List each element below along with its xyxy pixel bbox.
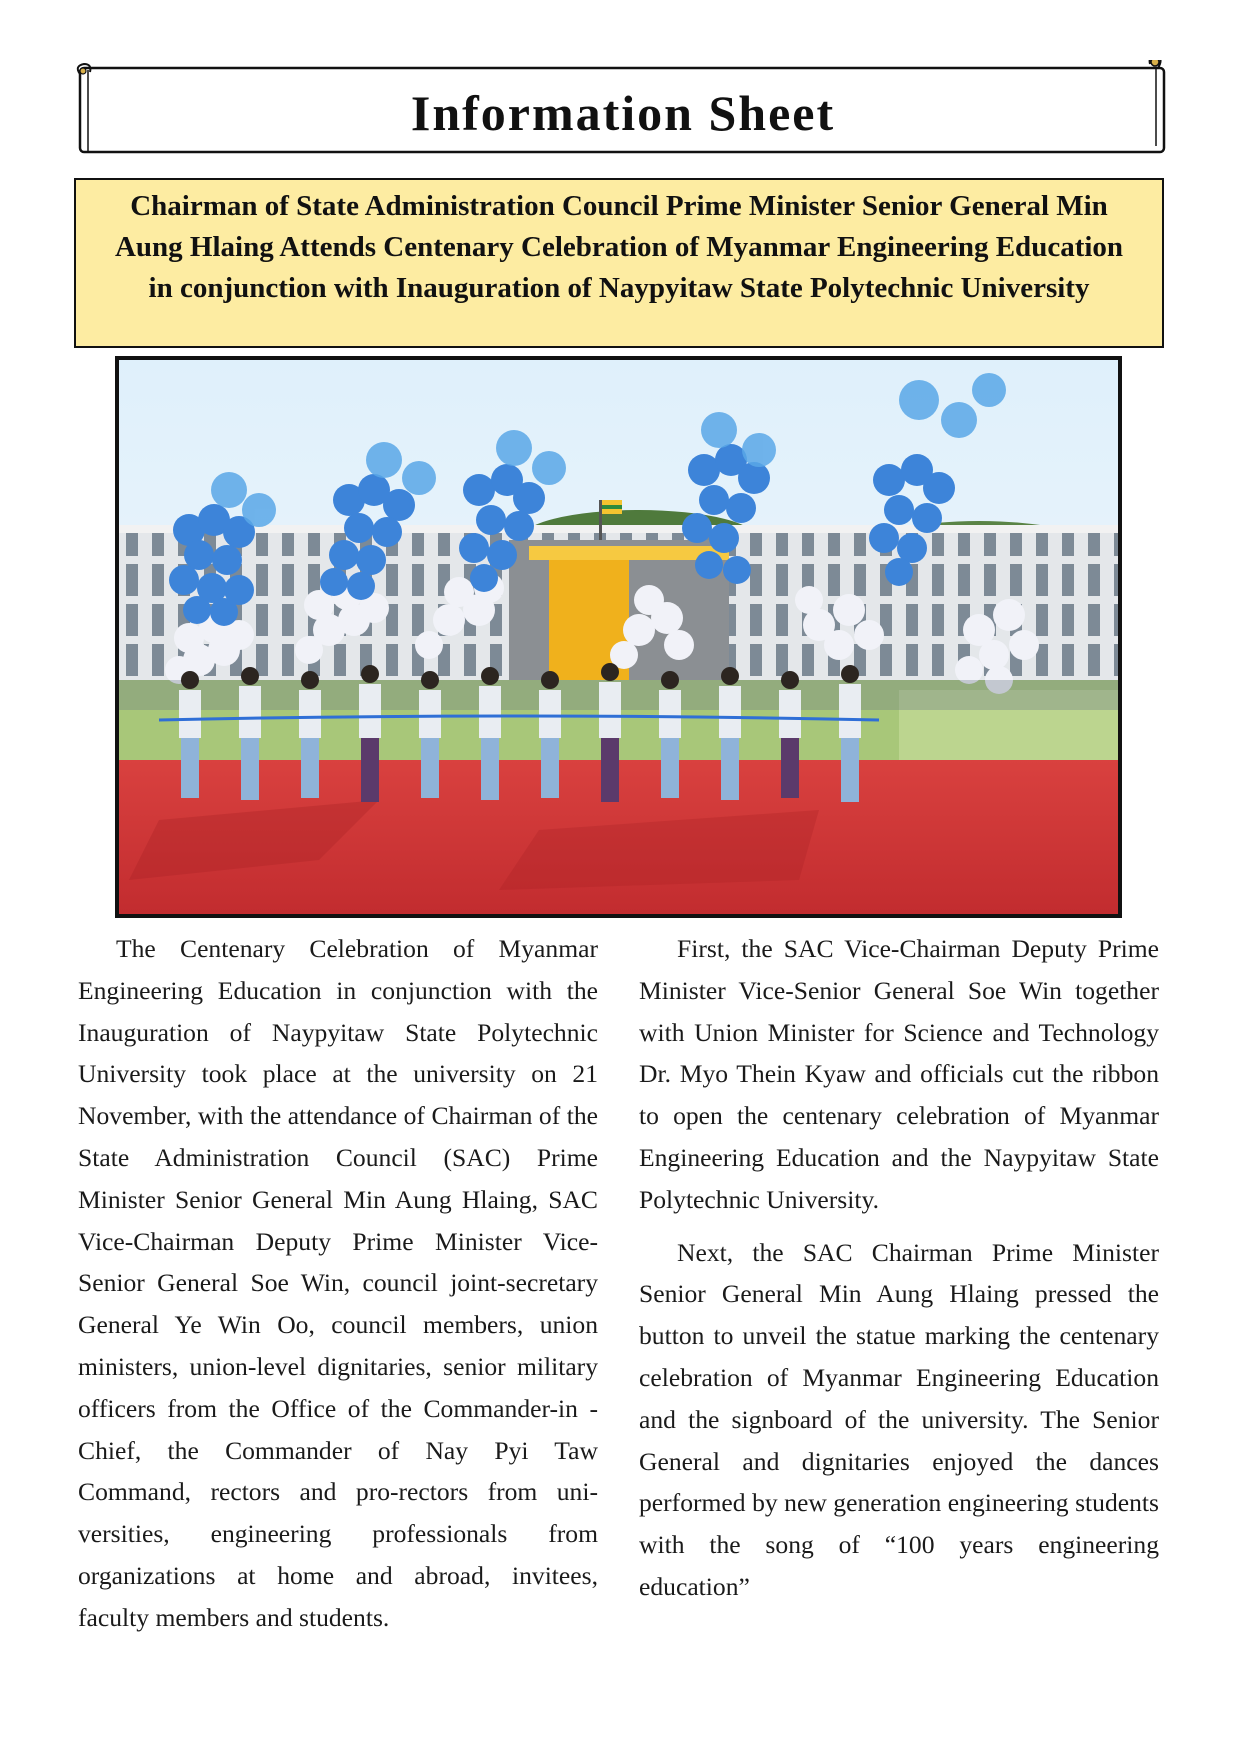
article-column-right [639, 928, 1159, 1608]
title-banner [74, 60, 1172, 160]
ribbon-cutting-photo [115, 356, 1122, 918]
headline-text: Chairman of State Administration Council Prime Minister Senior General Min Aung Hlaing Attends Centenary Celebration of Myanmar Engineering Education in conjunction with Inauguration of Naypyitaw State Polytechnic University [114, 190, 1124, 304]
page-title: Information Sheet [410, 85, 836, 141]
headline-box [74, 178, 1164, 348]
article-paragraph: The Centenary Celebration of Myanmar Engineering Education in conjunction with the Inauguration of Naypyitaw State Polytechnic University took place at the university on 21 November, with the attendance of Chairman of the State Administration Council (SAC) Prime Minister Senior General Min Aung Hlaing, SAC Vice-Chairman Deputy Prime Minister Vice-Senior General Soe Win, council joint-secretary General Ye Win Oo, council members, union ministers, union-level dignitaries, senior military officers from the Office of the Commander-in -Chief, the Commander of Nay Pyi Taw Command, rectors and pro-rectors from universities, engineering professionals from organizations at home and abroad, invitees, faculty members and students. [78, 934, 598, 1632]
article-paragraph: Next, the SAC Chairman Prime Minister Senior General Min Aung Hlaing pressed the button to unveil the statue marking the centenary celebration of Myanmar Engineering Education and the signboard of the university. The Senior General and dignitaries enjoyed the dances performed by new generation engineering students with the song of “100 years engineering education” [639, 1237, 1159, 1601]
ceremony-photo-icon [119, 360, 1118, 914]
article-paragraph: First, the SAC Vice-Chairman Deputy Prime Minister Vice-Senior General Soe Win together with Union Minister for Science and Technology Dr. Myo Thein Kyaw and officials cut the ribbon to open the centenary celebration of Myanmar Engineering Education and the Naypyitaw State Polytechnic University. [639, 934, 1159, 1214]
article-column-left [78, 928, 598, 1639]
